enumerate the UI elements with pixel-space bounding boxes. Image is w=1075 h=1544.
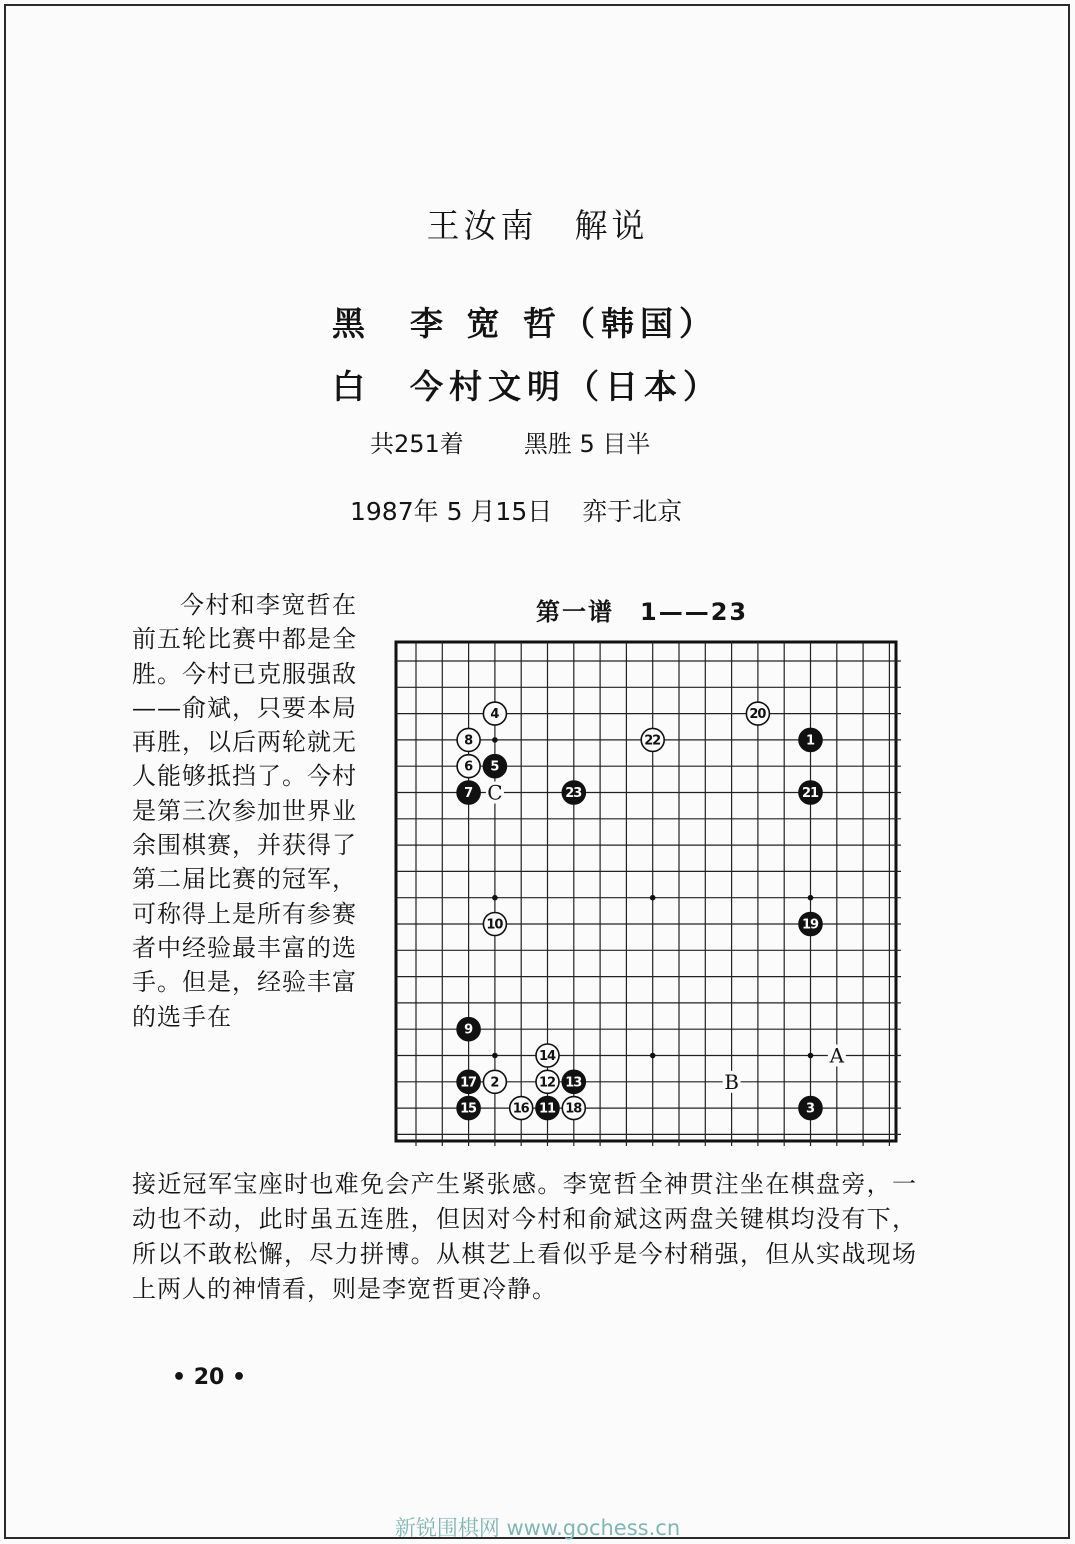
side-paragraph: 今村和李宽哲在前五轮比赛中都是全胜。今村已克服强敌——俞斌，只要本局再胜，以后两轮就无人能够抵挡了。今村是第三次参加世界业余围棋赛，并获得了第二届比赛的冠军，可称得上是所有参赛者中经验最丰富的选手。但是，经验丰富的选手在 xyxy=(132,591,357,1031)
move-number-14: 14 xyxy=(539,1049,556,1064)
move-number-9: 9 xyxy=(464,1022,474,1038)
figure-title: 第一谱 1——23 xyxy=(536,598,749,626)
move-number-10: 10 xyxy=(486,917,504,933)
move-number-8: 8 xyxy=(464,733,474,749)
go-board xyxy=(391,639,901,1146)
game-result: 黑胜 5 目半 xyxy=(523,430,651,458)
black-player: 黑 李 宽 哲（韩国） xyxy=(332,304,718,343)
star-point xyxy=(492,1053,498,1059)
move-number-16: 16 xyxy=(512,1101,530,1117)
move-number-23: 23 xyxy=(565,786,583,801)
move-number-2: 2 xyxy=(490,1075,500,1091)
game-date: 1987年 5 月15日 xyxy=(350,497,553,526)
move-count: 共251着 xyxy=(370,430,464,458)
commentator-heading: 王汝南 解说 xyxy=(426,206,649,245)
position-label-b: B xyxy=(724,1069,739,1094)
star-point xyxy=(650,895,656,901)
move-number-1: 1 xyxy=(805,733,816,749)
game-place: 弈于北京 xyxy=(582,497,683,526)
move-number-6: 6 xyxy=(464,759,474,775)
move-number-4: 4 xyxy=(490,707,500,723)
move-number-13: 13 xyxy=(565,1075,583,1091)
move-number-3: 3 xyxy=(805,1101,816,1117)
board-border xyxy=(396,642,896,1141)
star-point xyxy=(492,737,498,743)
move-number-18: 18 xyxy=(565,1101,583,1117)
position-label-a: A xyxy=(829,1043,845,1068)
go-board-diagram xyxy=(391,639,901,1146)
white-player: 白 今村文明（日本） xyxy=(332,367,722,406)
date-place xyxy=(350,492,712,528)
star-point xyxy=(808,895,814,901)
star-point xyxy=(650,1053,656,1059)
watermark: 新锐围棋网 www.gochess.cn xyxy=(394,1516,681,1540)
page-number: • 20 • xyxy=(172,1365,247,1390)
game-summary xyxy=(370,424,710,459)
star-point xyxy=(492,895,498,901)
bottom-paragraph: 接近冠军宝座时也难免会产生紧张感。李宽哲全神贯注坐在棋盘旁，一动也不动，此时虽五连胜，但因对今村和俞斌这两盘关键棋均没有下，所以不敢松懈，尽力拼博。从棋艺上看似乎是今村稍强，但从实战现场上两人的神情看，则是李宽哲更冷静。 xyxy=(132,1170,917,1303)
move-number-11: 11 xyxy=(539,1101,556,1117)
move-number-12: 12 xyxy=(539,1075,556,1091)
position-label-c: C xyxy=(487,780,503,805)
move-number-17: 17 xyxy=(460,1075,478,1091)
star-point xyxy=(808,1053,814,1059)
move-number-7: 7 xyxy=(464,786,474,801)
move-number-20: 20 xyxy=(749,707,767,723)
move-number-21: 21 xyxy=(802,786,819,801)
move-number-22: 22 xyxy=(644,733,662,749)
move-number-19: 19 xyxy=(802,917,819,933)
move-number-5: 5 xyxy=(490,759,500,775)
move-number-15: 15 xyxy=(460,1101,478,1117)
